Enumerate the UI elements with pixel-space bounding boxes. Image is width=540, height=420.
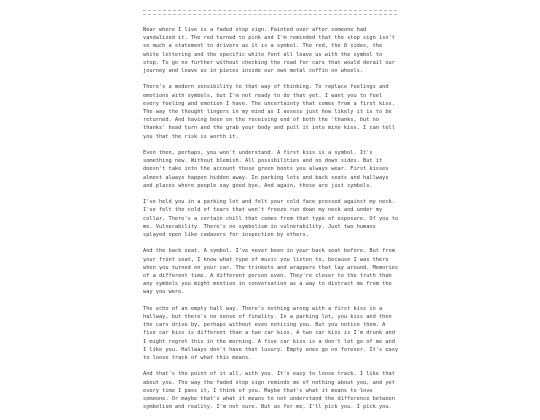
paragraph: I've held you in a parking lot and felt your cold face pressed against my neck. I've felt the cold of tears that won't freeze run down my neck and under my collar. There's a certain chill that comes from that type of exposure. Of you to me. Vulnerability. There's no symbolism in vulnerability. Just two humans splayed open like cadavers for inspection by others.: [143, 199, 399, 239]
paragraph: There's a modern sensibility to that way of thinking. To replace feelings and emotions with symbols, but I'm not ready to do that yet. I want you to feel every feeling and emotion I have. The uncertainty that comes from a first kiss. The way the thought lingers in my mind as I assess just how likely it is to be returned. And having been on the receiving end of both the 'thanks, but no thanks' head turn and the grab your body and pull it into mine kiss, I can tell you that the risk is worth it.: [143, 84, 395, 140]
paragraph: Even then, perhaps, you won't understand. A first kiss is a symbol. It's something new. Without blemish. All possibilities and no down sides. But it doesn't take into the account those green boots you always wear. First kisses almost always happen hidden away. In parking lots and back seats and hallways and places where people say good bye. And again, those are just symbols.: [143, 150, 389, 189]
paragraph: The echo of an empty hall way. There's nothing wrong with a first kiss in a hallway, but there's no sense of finality. In a parking lot, you kiss and then the cars drive by, perhaps without even noticing you. But you notice them. A five car kiss is different than a two car kiss. A two car kiss is I'm drunk and I might regret this in the morning. A five car kiss is a don't let go of me and I like you. Hallways don't have that luxury. Empty ones go on forever. It's easy to loose track of what this means.: [143, 305, 399, 362]
paragraph: Near where I live is a faded stop sign. Painted over after someone had vandalized it. The red turned to pink and I'm reminded that the stop sign isn't so much a statement to drivers as it is a symbol. The red, the 8 sides, the white lettering and the specific white font all leave us with the symbol to stop. To go no further without checking the road for cars that would derail our journey and leave us in pieces inside our own metal coffin on wheels.: [143, 27, 395, 75]
article-body: [143, 26, 399, 420]
top-divider-secondary: [143, 14, 397, 15]
top-divider: [143, 10, 397, 11]
paragraph: And that's the point of it all, with you. It's easy to loose track. I like that about you. The way the faded stop sign reminds me of nothing about you, and yet every time I pass it, I think of you. Maybe that's what it means to love someone. Or maybe that's what it means to not understand the difference between symbolism and reality. I'm not sure. But as for me, I'll pick you. I pick you.: [143, 371, 395, 411]
paragraph: And the back seat. A symbol. I've never been in your back seat before. But from your front seat, I know what type of music you listen to, because I was there when you turned on your car. The trinkets and wrappers that lay around. Memories of a different time. A different person even. They're closer to the truth than any symbols you might mention in conversation as a way to distract me from the way you were.: [143, 248, 399, 296]
